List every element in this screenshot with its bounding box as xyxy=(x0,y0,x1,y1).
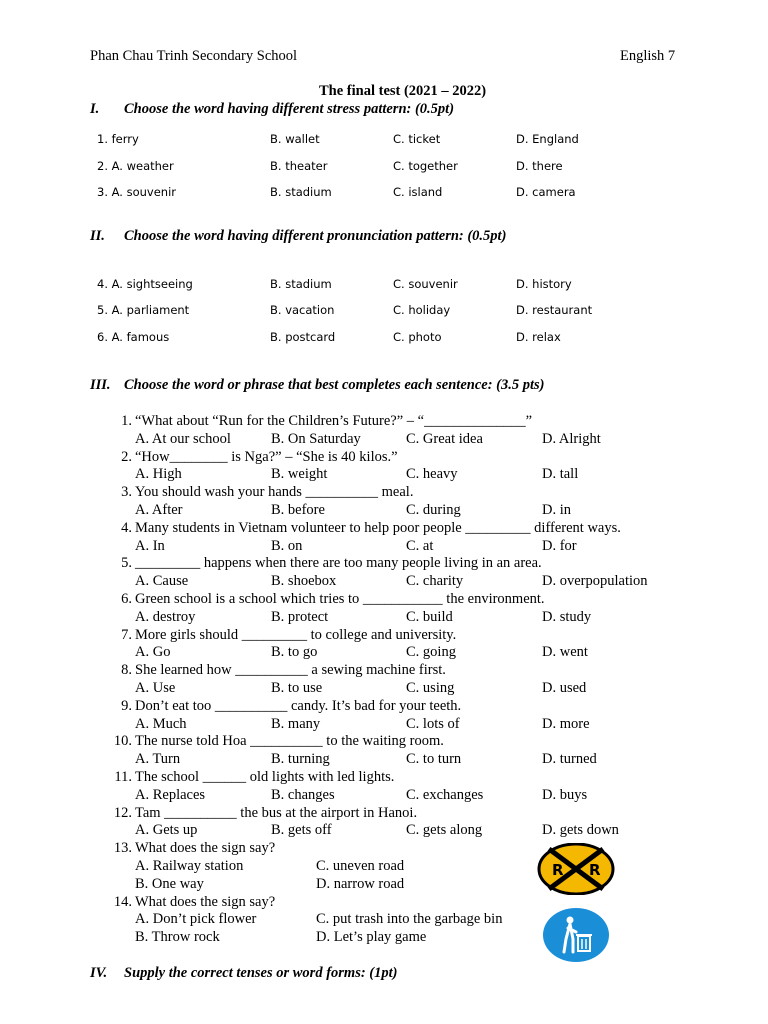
question-number: 11. xyxy=(114,769,132,785)
answer-option: B. on xyxy=(271,537,303,554)
section-4-title: Supply the correct tenses or word forms: (1pt) xyxy=(124,965,398,981)
question-item: 6. A. famous xyxy=(97,330,170,344)
answer-option: B. theater xyxy=(270,159,328,173)
answer-option: D. narrow road xyxy=(316,875,405,892)
section-3-heading xyxy=(90,377,545,394)
question-text: The nurse told Hoa __________ to the waiting room. xyxy=(135,733,444,750)
answer-option: D. there xyxy=(516,159,563,173)
section-1-number: I. xyxy=(90,101,100,117)
question-text: Many students in Vietnam volunteer to help poor people _________ different ways. xyxy=(135,519,621,536)
answer-option: A. After xyxy=(135,502,183,518)
section-4-heading xyxy=(90,965,397,982)
answer-option: B. stadium xyxy=(270,185,332,199)
answer-option: B. Throw rock xyxy=(135,929,220,946)
answer-option: D. more xyxy=(542,715,590,732)
answer-option: C. build xyxy=(406,608,453,625)
answer-option: C. going xyxy=(406,644,456,661)
answer-option: B. On Saturday xyxy=(271,430,361,447)
section-2-heading xyxy=(90,228,506,245)
answer-option: B. weight xyxy=(271,466,328,483)
answer-option: D. study xyxy=(542,608,592,625)
answer-option: C. ticket xyxy=(393,132,441,146)
answer-option: C. Great idea xyxy=(406,430,483,447)
answer-option: C. to turn xyxy=(406,751,462,768)
page-title: The final test (2021 – 2022) xyxy=(319,83,487,99)
question-number: 6. xyxy=(121,591,132,607)
answer-option: D. overpopulation xyxy=(542,573,648,590)
section-1-heading xyxy=(90,101,454,118)
answer-option: C. souvenir xyxy=(393,277,458,291)
trash-bin-icon xyxy=(542,907,610,963)
answer-option: D. gets down xyxy=(542,822,619,839)
question-text: “What about “Run for the Children’s Future?” – “______________” xyxy=(135,413,533,429)
section-2-title: Choose the word having different pronunciation pattern: (0.5pt) xyxy=(124,228,507,244)
answer-option: A. Turn xyxy=(135,751,181,768)
answer-option: D. used xyxy=(542,680,587,696)
section-1-title: Choose the word having different stress pattern: (0.5pt) xyxy=(124,101,455,117)
question-number: 12. xyxy=(113,804,132,821)
answer-option: C. photo xyxy=(393,330,442,344)
answer-option: B. to use xyxy=(271,680,323,696)
answer-option: A. In xyxy=(135,537,165,554)
answer-option: D. buys xyxy=(542,786,588,803)
question-number: 3. xyxy=(121,484,132,501)
question-text: _________ happens when there are too many people living in an area. xyxy=(135,555,542,572)
question-text: What does the sign say? xyxy=(135,840,276,857)
answer-option: B. gets off xyxy=(271,822,332,839)
answer-option: D. relax xyxy=(516,330,561,344)
question-number: 1. xyxy=(121,413,132,429)
answer-option: A. Replaces xyxy=(135,786,206,803)
question-number: 13. xyxy=(113,840,132,857)
answer-option: A. Don’t pick flower xyxy=(135,911,257,928)
answer-option: B. to go xyxy=(271,644,318,661)
answer-option: B. protect xyxy=(271,608,329,625)
question-text: What does the sign say? xyxy=(135,893,276,910)
answer-option: A. At our school xyxy=(135,430,231,447)
answer-option: D. for xyxy=(542,537,577,554)
answer-option: D. in xyxy=(542,502,571,518)
question-text: More girls should _________ to college and university. xyxy=(135,626,457,643)
question-item: 1. ferry xyxy=(97,132,139,146)
question-text: Don’t eat too __________ candy. It’s bad for your teeth. xyxy=(135,697,462,714)
answer-option: C. holiday xyxy=(393,303,451,317)
answer-option: B. vacation xyxy=(270,303,335,317)
answer-option: B. before xyxy=(271,502,325,518)
question-number: 9. xyxy=(121,697,132,714)
answer-option: D. history xyxy=(516,277,572,291)
answer-option: B. turning xyxy=(271,751,330,768)
answer-option: C. at xyxy=(406,537,434,554)
answer-option: C. lots of xyxy=(406,715,460,732)
question-text: You should wash your hands __________ meal. xyxy=(135,484,414,501)
answer-option: C. put trash into the garbage bin xyxy=(316,911,503,928)
svg-text:R: R xyxy=(589,861,601,879)
question-item: 2. A. weather xyxy=(97,159,174,173)
answer-option: B. many xyxy=(271,715,321,732)
answer-option: C. together xyxy=(393,159,458,173)
answer-option: A. Much xyxy=(135,715,187,732)
answer-option: D. tall xyxy=(542,466,579,483)
answer-option: C. gets along xyxy=(406,822,483,839)
answer-option: C. island xyxy=(393,185,443,199)
answer-option: C. heavy xyxy=(406,466,458,483)
answer-option: A. Use xyxy=(135,680,176,696)
question-number: 10. xyxy=(113,733,132,750)
answer-option: D. England xyxy=(516,132,579,146)
svg-text:R: R xyxy=(552,861,564,879)
railroad-crossing-icon xyxy=(537,843,615,895)
answer-option: D. went xyxy=(542,644,588,661)
section-3-title: Choose the word or phrase that best completes each sentence: (3.5 pts) xyxy=(124,377,545,393)
answer-option: B. stadium xyxy=(270,277,332,291)
section-3-number: III. xyxy=(90,377,111,393)
answer-option: B. wallet xyxy=(270,132,320,146)
answer-option: B. postcard xyxy=(270,330,336,344)
answer-option: C. charity xyxy=(406,573,464,590)
answer-option: A. Railway station xyxy=(135,858,244,874)
answer-option: A. Go xyxy=(135,644,171,661)
answer-option: D. restaurant xyxy=(516,303,593,317)
question-item: 4. A. sightseeing xyxy=(97,277,193,291)
question-text: “How________ is Nga?” – “She is 40 kilos.” xyxy=(135,448,398,465)
answer-option: C. during xyxy=(406,502,461,518)
question-number: 2. xyxy=(121,448,132,465)
answer-option: B. shoebox xyxy=(271,573,337,590)
answer-option: C. uneven road xyxy=(316,858,405,874)
question-number: 14. xyxy=(113,893,132,910)
question-number: 8. xyxy=(121,662,132,679)
answer-option: D. camera xyxy=(516,185,576,199)
question-text: She learned how __________ a sewing machine first. xyxy=(135,662,446,679)
answer-option: A. Cause xyxy=(135,573,189,590)
question-item: 5. A. parliament xyxy=(97,303,190,317)
answer-option: A. Gets up xyxy=(135,822,198,839)
answer-option: A. destroy xyxy=(135,608,196,625)
question-item: 3. A. souvenir xyxy=(97,185,177,199)
question-number: 5. xyxy=(121,555,132,572)
answer-option: A. High xyxy=(135,466,182,483)
answer-option: D. Let’s play game xyxy=(316,929,427,946)
question-text: Tam __________ the bus at the airport in Hanoi. xyxy=(135,804,418,821)
question-text: Green school is a school which tries to ___________ the environment. xyxy=(135,591,545,607)
school-name: Phan Chau Trinh Secondary School xyxy=(90,48,298,64)
answer-option: D. Alright xyxy=(542,430,601,447)
answer-option: C. exchanges xyxy=(406,786,484,803)
answer-option: C. using xyxy=(406,680,455,696)
answer-option: B. changes xyxy=(271,786,335,803)
question-number: 7. xyxy=(121,626,132,643)
section-4-number: IV. xyxy=(90,965,108,981)
answer-option: B. One way xyxy=(135,875,204,892)
question-number: 4. xyxy=(121,519,132,536)
answer-option: D. turned xyxy=(542,751,597,768)
question-text: The school ______ old lights with led lights. xyxy=(135,769,395,785)
section-2-number: II. xyxy=(90,228,105,244)
subject-name: English 7 xyxy=(620,48,676,64)
